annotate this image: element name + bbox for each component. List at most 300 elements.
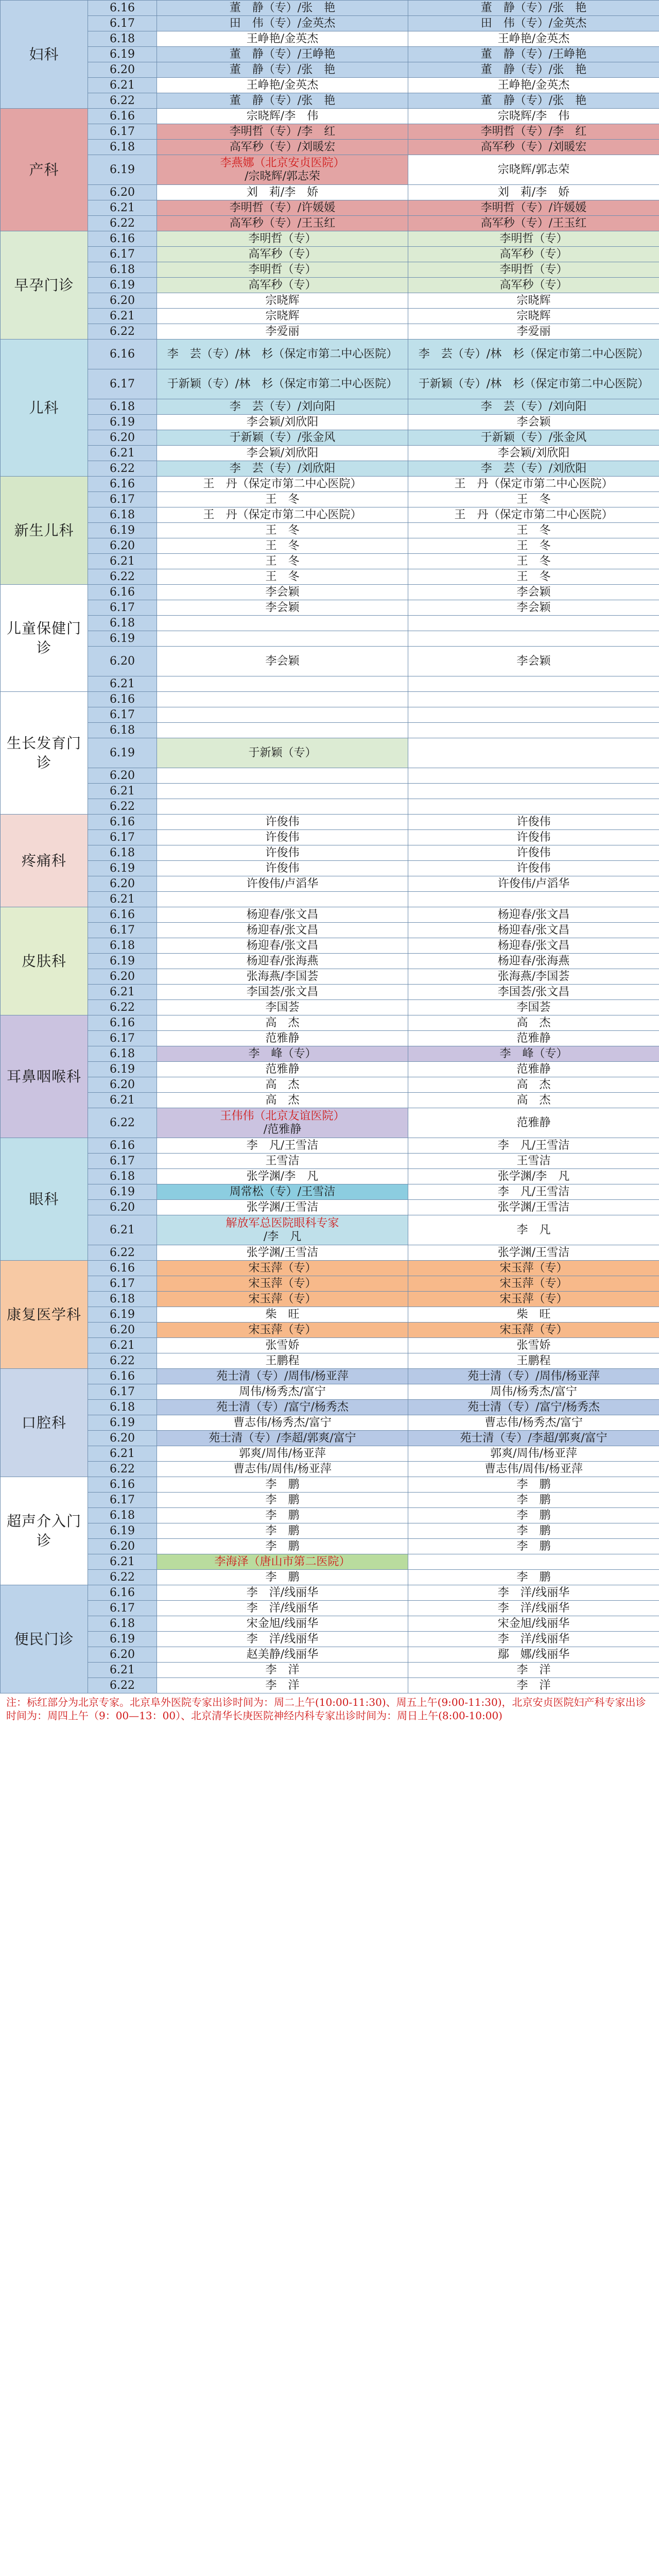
table-row: [1, 1169, 659, 1184]
morning-cell: 高军秒（专）: [157, 278, 408, 293]
afternoon-cell: 王 冬: [408, 554, 659, 569]
afternoon-cell: 高 杰: [408, 1015, 659, 1031]
table-row: [1, 616, 659, 631]
table-row: [1, 1585, 659, 1601]
date-cell: 6.19: [88, 1307, 157, 1323]
department-name: 妇科: [1, 1, 88, 109]
date-cell: 6.21: [88, 446, 157, 461]
afternoon-cell: 田 伟（专）/金英杰: [408, 16, 659, 31]
afternoon-cell: 曹志伟/周伟/杨亚萍: [408, 1462, 659, 1477]
morning-cell: [157, 1215, 408, 1245]
afternoon-cell: 刘 莉/李 娇: [408, 185, 659, 200]
afternoon-cell: 宋玉萍（专）: [408, 1292, 659, 1307]
morning-cell: 李 洋: [157, 1678, 408, 1693]
date-cell: 6.20: [88, 1323, 157, 1338]
afternoon-cell: 王 冬: [408, 523, 659, 538]
date-cell: 6.16: [88, 109, 157, 124]
date-cell: 6.19: [88, 47, 157, 62]
afternoon-cell: 王鹏程: [408, 1353, 659, 1369]
date-cell: 6.21: [88, 200, 157, 216]
department-name: 口腔科: [1, 1369, 88, 1477]
table-row: [1, 1323, 659, 1338]
morning-cell: 张学渊/王雪洁: [157, 1245, 408, 1261]
morning-cell: 李 芸（专）/刘欣阳: [157, 461, 408, 477]
table-row: [1, 155, 659, 185]
table-row: [1, 830, 659, 845]
date-cell: 6.22: [88, 324, 157, 340]
morning-cell: 李会颖/刘欣阳: [157, 415, 408, 430]
afternoon-cell: 王 丹（保定市第二中心医院）: [408, 507, 659, 523]
table-row: [1, 985, 659, 1000]
morning-cell: 许俊伟/卢滔华: [157, 876, 408, 892]
date-cell: 6.22: [88, 1353, 157, 1369]
afternoon-cell: 李 洋: [408, 1678, 659, 1693]
morning-cell: 李会颖/刘欣阳: [157, 446, 408, 461]
table-row: [1, 954, 659, 969]
department-name: 耳鼻咽喉科: [1, 1015, 88, 1138]
afternoon-cell: 宋玉萍（专）: [408, 1261, 659, 1276]
afternoon-cell: 李明哲（专）/许媛媛: [408, 200, 659, 216]
table-row: [1, 738, 659, 768]
afternoon-cell: 李 凡/王雪洁: [408, 1138, 659, 1154]
date-cell: 6.21: [88, 676, 157, 692]
afternoon-cell: 李 芸（专）/刘向阳: [408, 399, 659, 415]
visiting-expert: 李燕娜（北京安贞医院）: [220, 156, 345, 170]
afternoon-cell: 杨迎春/张文昌: [408, 923, 659, 938]
date-cell: 6.18: [88, 1508, 157, 1523]
morning-cell: 李 鹏: [157, 1539, 408, 1554]
table-row: [1, 585, 659, 600]
date-cell: 6.20: [88, 185, 157, 200]
morning-cell: 李 洋/线丽华: [157, 1585, 408, 1601]
morning-cell: 高 杰: [157, 1077, 408, 1093]
afternoon-cell: [408, 692, 659, 707]
table-row: [1, 1431, 659, 1446]
date-cell: 6.17: [88, 923, 157, 938]
date-cell: 6.19: [88, 738, 157, 768]
date-cell: 6.16: [88, 340, 157, 369]
morning-cell: 李明哲（专）: [157, 231, 408, 247]
date-cell: 6.20: [88, 1431, 157, 1446]
table-row: [1, 140, 659, 155]
afternoon-cell: 曹志伟/杨秀杰/富宁: [408, 1415, 659, 1431]
table-row: [1, 31, 659, 47]
afternoon-cell: 杨迎春/张文昌: [408, 907, 659, 923]
date-cell: 6.17: [88, 247, 157, 262]
morning-cell: 杨迎春/张文昌: [157, 907, 408, 923]
date-cell: 6.22: [88, 1000, 157, 1015]
afternoon-cell: 张学渊/王雪洁: [408, 1245, 659, 1261]
table-row: [1, 692, 659, 707]
doctor-names: /宗晓辉/郭志荣: [245, 170, 320, 183]
table-row: [1, 1154, 659, 1169]
morning-cell: 张学渊/李 凡: [157, 1169, 408, 1184]
date-cell: 6.22: [88, 1462, 157, 1477]
afternoon-cell: 范雅静: [408, 1031, 659, 1046]
table-row: [1, 492, 659, 507]
date-cell: 6.17: [88, 707, 157, 723]
afternoon-cell: [408, 768, 659, 784]
morning-cell: 高军秒（专）: [157, 247, 408, 262]
date-cell: 6.22: [88, 1678, 157, 1693]
table-row: [1, 78, 659, 93]
morning-cell: 许俊伟: [157, 845, 408, 861]
table-row: [1, 1031, 659, 1046]
department-name: 产科: [1, 109, 88, 231]
table-row: [1, 1077, 659, 1093]
afternoon-cell: 许俊伟/卢滔华: [408, 876, 659, 892]
date-cell: 6.16: [88, 1261, 157, 1276]
table-row: [1, 185, 659, 200]
table-row: [1, 876, 659, 892]
afternoon-cell: 于新颖（专）/林 杉（保定市第二中心医院）: [408, 369, 659, 399]
afternoon-cell: 王 冬: [408, 492, 659, 507]
morning-cell: [157, 631, 408, 647]
afternoon-cell: [408, 676, 659, 692]
morning-cell: 范雅静: [157, 1031, 408, 1046]
date-cell: 6.21: [88, 1663, 157, 1678]
morning-cell: 王 冬: [157, 569, 408, 585]
morning-cell: [157, 1554, 408, 1570]
table-row: [1, 1415, 659, 1431]
morning-cell: 董 静（专）/张 艳: [157, 1, 408, 16]
table-row: [1, 278, 659, 293]
table-row: [1, 415, 659, 430]
afternoon-cell: 宗晓辉: [408, 309, 659, 324]
department-name: 便民门诊: [1, 1585, 88, 1693]
date-cell: 6.18: [88, 1292, 157, 1307]
afternoon-cell: 李 洋/线丽华: [408, 1585, 659, 1601]
table-row: [1, 631, 659, 647]
morning-cell: 柴 旺: [157, 1307, 408, 1323]
afternoon-cell: 范雅静: [408, 1062, 659, 1077]
afternoon-cell: 李明哲（专）: [408, 231, 659, 247]
table-row: [1, 1601, 659, 1616]
table-row: [1, 815, 659, 830]
table-row: [1, 1108, 659, 1138]
department-name: 早孕门诊: [1, 231, 88, 340]
morning-cell: 王雪洁: [157, 1154, 408, 1169]
afternoon-cell: 李 凡/王雪洁: [408, 1184, 659, 1200]
afternoon-cell: 李 洋: [408, 1663, 659, 1678]
morning-cell: 王 冬: [157, 523, 408, 538]
date-cell: 6.16: [88, 1015, 157, 1031]
morning-cell: 高军秒（专）/刘暖宏: [157, 140, 408, 155]
afternoon-cell: 周伟/杨秀杰/富宁: [408, 1384, 659, 1400]
morning-cell: 王峥艳/金英杰: [157, 78, 408, 93]
date-cell: 6.22: [88, 93, 157, 109]
date-cell: 6.19: [88, 861, 157, 876]
morning-cell: 李 洋: [157, 1663, 408, 1678]
afternoon-cell: 董 静（专）/张 艳: [408, 1, 659, 16]
afternoon-cell: [408, 738, 659, 768]
morning-cell: [157, 616, 408, 631]
morning-cell: [157, 768, 408, 784]
morning-cell: 董 静（专）/王峥艳: [157, 47, 408, 62]
date-cell: 6.22: [88, 799, 157, 815]
table-row: [1, 47, 659, 62]
footnote: 注：标红部分为北京专家。北京阜外医院专家出诊时间为：周二上午(10:00-11:30)、周五上午(9:00-11:30)，北京安贞医院妇产科专家出诊时间为：周四上午（9：00—13：00）、北京清华长庚医院神经内科专家出诊时间为：周日上午(8:00-10:00): [6, 1696, 646, 1722]
morning-cell: 董 静（专）/张 艳: [157, 62, 408, 78]
table-row: [1, 1523, 659, 1539]
afternoon-cell: 鄢 娜/线丽华: [408, 1647, 659, 1663]
afternoon-cell: 李会颖: [408, 415, 659, 430]
department-name: 儿科: [1, 340, 88, 477]
morning-cell: 王鹏程: [157, 1353, 408, 1369]
date-cell: 6.19: [88, 278, 157, 293]
morning-cell: 宋玉萍（专）: [157, 1292, 408, 1307]
date-cell: 6.17: [88, 1493, 157, 1508]
date-cell: 6.19: [88, 415, 157, 430]
table-row: [1, 324, 659, 340]
table-row: [1, 1493, 659, 1508]
date-cell: 6.18: [88, 1169, 157, 1184]
afternoon-cell: 张学渊/李 凡: [408, 1169, 659, 1184]
date-cell: 6.16: [88, 907, 157, 923]
afternoon-cell: 宗晓辉: [408, 293, 659, 309]
date-cell: 6.20: [88, 768, 157, 784]
morning-cell: 王峥艳/金英杰: [157, 31, 408, 47]
table-row: [1, 200, 659, 216]
department-name: 新生儿科: [1, 477, 88, 585]
afternoon-cell: 宋玉萍（专）: [408, 1276, 659, 1292]
table-row: [1, 569, 659, 585]
date-cell: 6.21: [88, 1093, 157, 1108]
morning-cell: 杨迎春/张海燕: [157, 954, 408, 969]
morning-cell: 许俊伟: [157, 815, 408, 830]
afternoon-cell: [408, 892, 659, 907]
afternoon-cell: 李会颖/刘欣阳: [408, 446, 659, 461]
afternoon-cell: 李国荟/张文昌: [408, 985, 659, 1000]
afternoon-cell: 高军秒（专）/刘暖宏: [408, 140, 659, 155]
table-row: [1, 1554, 659, 1570]
morning-cell: 李 芸（专）/林 杉（保定市第二中心医院）: [157, 340, 408, 369]
table-row: [1, 1184, 659, 1200]
afternoon-cell: 王 冬: [408, 538, 659, 554]
table-row: [1, 1384, 659, 1400]
table-row: [1, 938, 659, 954]
table-row: [1, 907, 659, 923]
date-cell: 6.16: [88, 1477, 157, 1493]
afternoon-cell: 许俊伟: [408, 830, 659, 845]
date-cell: 6.22: [88, 569, 157, 585]
table-row: [1, 1462, 659, 1477]
morning-cell: 王 冬: [157, 538, 408, 554]
table-row: [1, 1508, 659, 1523]
date-cell: 6.16: [88, 1369, 157, 1384]
table-row: [1, 923, 659, 938]
afternoon-cell: 许俊伟: [408, 861, 659, 876]
afternoon-cell: 张海燕/李国荟: [408, 969, 659, 985]
morning-cell: 李 凡/王雪洁: [157, 1138, 408, 1154]
morning-cell: 李 鹏: [157, 1508, 408, 1523]
table-row: [1, 1338, 659, 1353]
morning-cell: 许俊伟: [157, 830, 408, 845]
afternoon-cell: 李 鹏: [408, 1539, 659, 1554]
afternoon-cell: 高 杰: [408, 1093, 659, 1108]
afternoon-cell: 李会颖: [408, 600, 659, 616]
table-row: [1, 1307, 659, 1323]
morning-cell: [157, 723, 408, 738]
afternoon-cell: 杨迎春/张文昌: [408, 938, 659, 954]
table-row: [1, 892, 659, 907]
table-row: [1, 1138, 659, 1154]
table-row: [1, 124, 659, 140]
afternoon-cell: [408, 707, 659, 723]
table-row: [1, 62, 659, 78]
date-cell: 6.17: [88, 1031, 157, 1046]
afternoon-cell: 于新颖（专）/张金风: [408, 430, 659, 446]
table-row: [1, 1632, 659, 1647]
date-cell: 6.19: [88, 954, 157, 969]
table-row: [1, 723, 659, 738]
morning-cell: 李会颖: [157, 585, 408, 600]
table-row: [1, 1570, 659, 1585]
table-row: [1, 1215, 659, 1245]
afternoon-cell: [408, 784, 659, 799]
table-row: [1, 784, 659, 799]
morning-cell: 董 静（专）/张 艳: [157, 93, 408, 109]
table-row: [1, 1539, 659, 1554]
afternoon-cell: 高 杰: [408, 1077, 659, 1093]
afternoon-cell: [408, 723, 659, 738]
date-cell: 6.20: [88, 293, 157, 309]
morning-cell: 李 鹏: [157, 1570, 408, 1585]
table-row: [1, 861, 659, 876]
date-cell: 6.18: [88, 140, 157, 155]
date-cell: 6.21: [88, 1215, 157, 1245]
table-row: [1, 1245, 659, 1261]
morning-cell: 高军秒（专）/王玉红: [157, 216, 408, 231]
table-row: [1, 538, 659, 554]
afternoon-cell: 苑士清（专）/富宁/杨秀杰: [408, 1400, 659, 1415]
date-cell: 6.20: [88, 430, 157, 446]
date-cell: 6.20: [88, 969, 157, 985]
department-name: 超声介入门诊: [1, 1477, 88, 1585]
afternoon-cell: 李 鹏: [408, 1508, 659, 1523]
afternoon-cell: 李 洋/线丽华: [408, 1632, 659, 1647]
visiting-expert: 解放军总医院眼科专家: [226, 1216, 339, 1230]
date-cell: 6.21: [88, 1338, 157, 1353]
afternoon-cell: 李会颖: [408, 647, 659, 676]
table-row: [1, 969, 659, 985]
date-cell: 6.20: [88, 876, 157, 892]
date-cell: 6.19: [88, 1523, 157, 1539]
date-cell: 6.22: [88, 461, 157, 477]
afternoon-cell: 柴 旺: [408, 1307, 659, 1323]
morning-cell: [157, 799, 408, 815]
date-cell: 6.19: [88, 1062, 157, 1077]
doctor-names: /范雅静: [263, 1123, 302, 1136]
date-cell: 6.18: [88, 845, 157, 861]
morning-cell: 于新颖（专）/林 杉（保定市第二中心医院）: [157, 369, 408, 399]
morning-cell: 李 鹏: [157, 1477, 408, 1493]
date-cell: 6.17: [88, 124, 157, 140]
date-cell: 6.18: [88, 723, 157, 738]
table-row: [1, 446, 659, 461]
date-cell: 6.18: [88, 507, 157, 523]
morning-cell: 李 峰（专）: [157, 1046, 408, 1062]
table-row: [1, 523, 659, 538]
date-cell: 6.17: [88, 16, 157, 31]
table-row: [1, 799, 659, 815]
table-row: [1, 1647, 659, 1663]
date-cell: 6.22: [88, 1108, 157, 1138]
date-cell: 6.18: [88, 1616, 157, 1632]
date-cell: 6.16: [88, 1, 157, 16]
date-cell: 6.21: [88, 1446, 157, 1462]
afternoon-cell: [408, 1554, 659, 1570]
table-row: [1, 1678, 659, 1693]
date-cell: 6.20: [88, 538, 157, 554]
morning-cell: 王 丹（保定市第二中心医院）: [157, 507, 408, 523]
afternoon-cell: 张学渊/王雪洁: [408, 1200, 659, 1215]
date-cell: 6.17: [88, 492, 157, 507]
table-row: [1, 1353, 659, 1369]
morning-cell: 张学渊/王雪洁: [157, 1200, 408, 1215]
date-cell: 6.16: [88, 477, 157, 492]
morning-cell: 高 杰: [157, 1015, 408, 1031]
afternoon-cell: 李 鹏: [408, 1570, 659, 1585]
morning-cell: 张雪娇: [157, 1338, 408, 1353]
table-row: [1, 109, 659, 124]
afternoon-cell: 李明哲（专）: [408, 262, 659, 278]
afternoon-cell: 李明哲（专）/李 红: [408, 124, 659, 140]
afternoon-cell: 杨迎春/张海燕: [408, 954, 659, 969]
table-row: [1, 1, 659, 16]
date-cell: 6.19: [88, 1184, 157, 1200]
date-cell: 6.20: [88, 62, 157, 78]
morning-cell: 宋玉萍（专）: [157, 1276, 408, 1292]
table-row: [1, 477, 659, 492]
table-row: [1, 340, 659, 369]
date-cell: 6.16: [88, 1585, 157, 1601]
morning-cell: 王 冬: [157, 492, 408, 507]
table-row: [1, 707, 659, 723]
table-row: [1, 262, 659, 278]
morning-cell: [157, 1108, 408, 1138]
afternoon-cell: 董 静（专）/张 艳: [408, 62, 659, 78]
morning-cell: 高 杰: [157, 1093, 408, 1108]
date-cell: 6.16: [88, 692, 157, 707]
afternoon-cell: 张雪娇: [408, 1338, 659, 1353]
morning-cell: 曹志伟/杨秀杰/富宁: [157, 1415, 408, 1431]
date-cell: 6.18: [88, 31, 157, 47]
table-row: [1, 1062, 659, 1077]
table-row: [1, 600, 659, 616]
table-row: [1, 1015, 659, 1031]
afternoon-cell: 王雪洁: [408, 1154, 659, 1169]
morning-cell: 李会颖: [157, 600, 408, 616]
table-row: [1, 93, 659, 109]
morning-cell: 于新颖（专）/张金风: [157, 430, 408, 446]
afternoon-cell: 高军秒（专）: [408, 278, 659, 293]
table-row: [1, 16, 659, 31]
date-cell: 6.21: [88, 892, 157, 907]
morning-cell: 李 洋/线丽华: [157, 1601, 408, 1616]
table-row: [1, 1663, 659, 1678]
date-cell: 6.20: [88, 1539, 157, 1554]
morning-cell: 于新颖（专）: [157, 738, 408, 768]
date-cell: 6.20: [88, 1200, 157, 1215]
afternoon-cell: 董 静（专）/王峥艳: [408, 47, 659, 62]
afternoon-cell: 李国荟: [408, 1000, 659, 1015]
afternoon-cell: 李 鹏: [408, 1523, 659, 1539]
afternoon-cell: 董 静（专）/张 艳: [408, 93, 659, 109]
morning-cell: 李明哲（专）/许媛媛: [157, 200, 408, 216]
department-name: 儿童保健门诊: [1, 585, 88, 692]
afternoon-cell: 苑士清（专）/周伟/杨亚萍: [408, 1369, 659, 1384]
